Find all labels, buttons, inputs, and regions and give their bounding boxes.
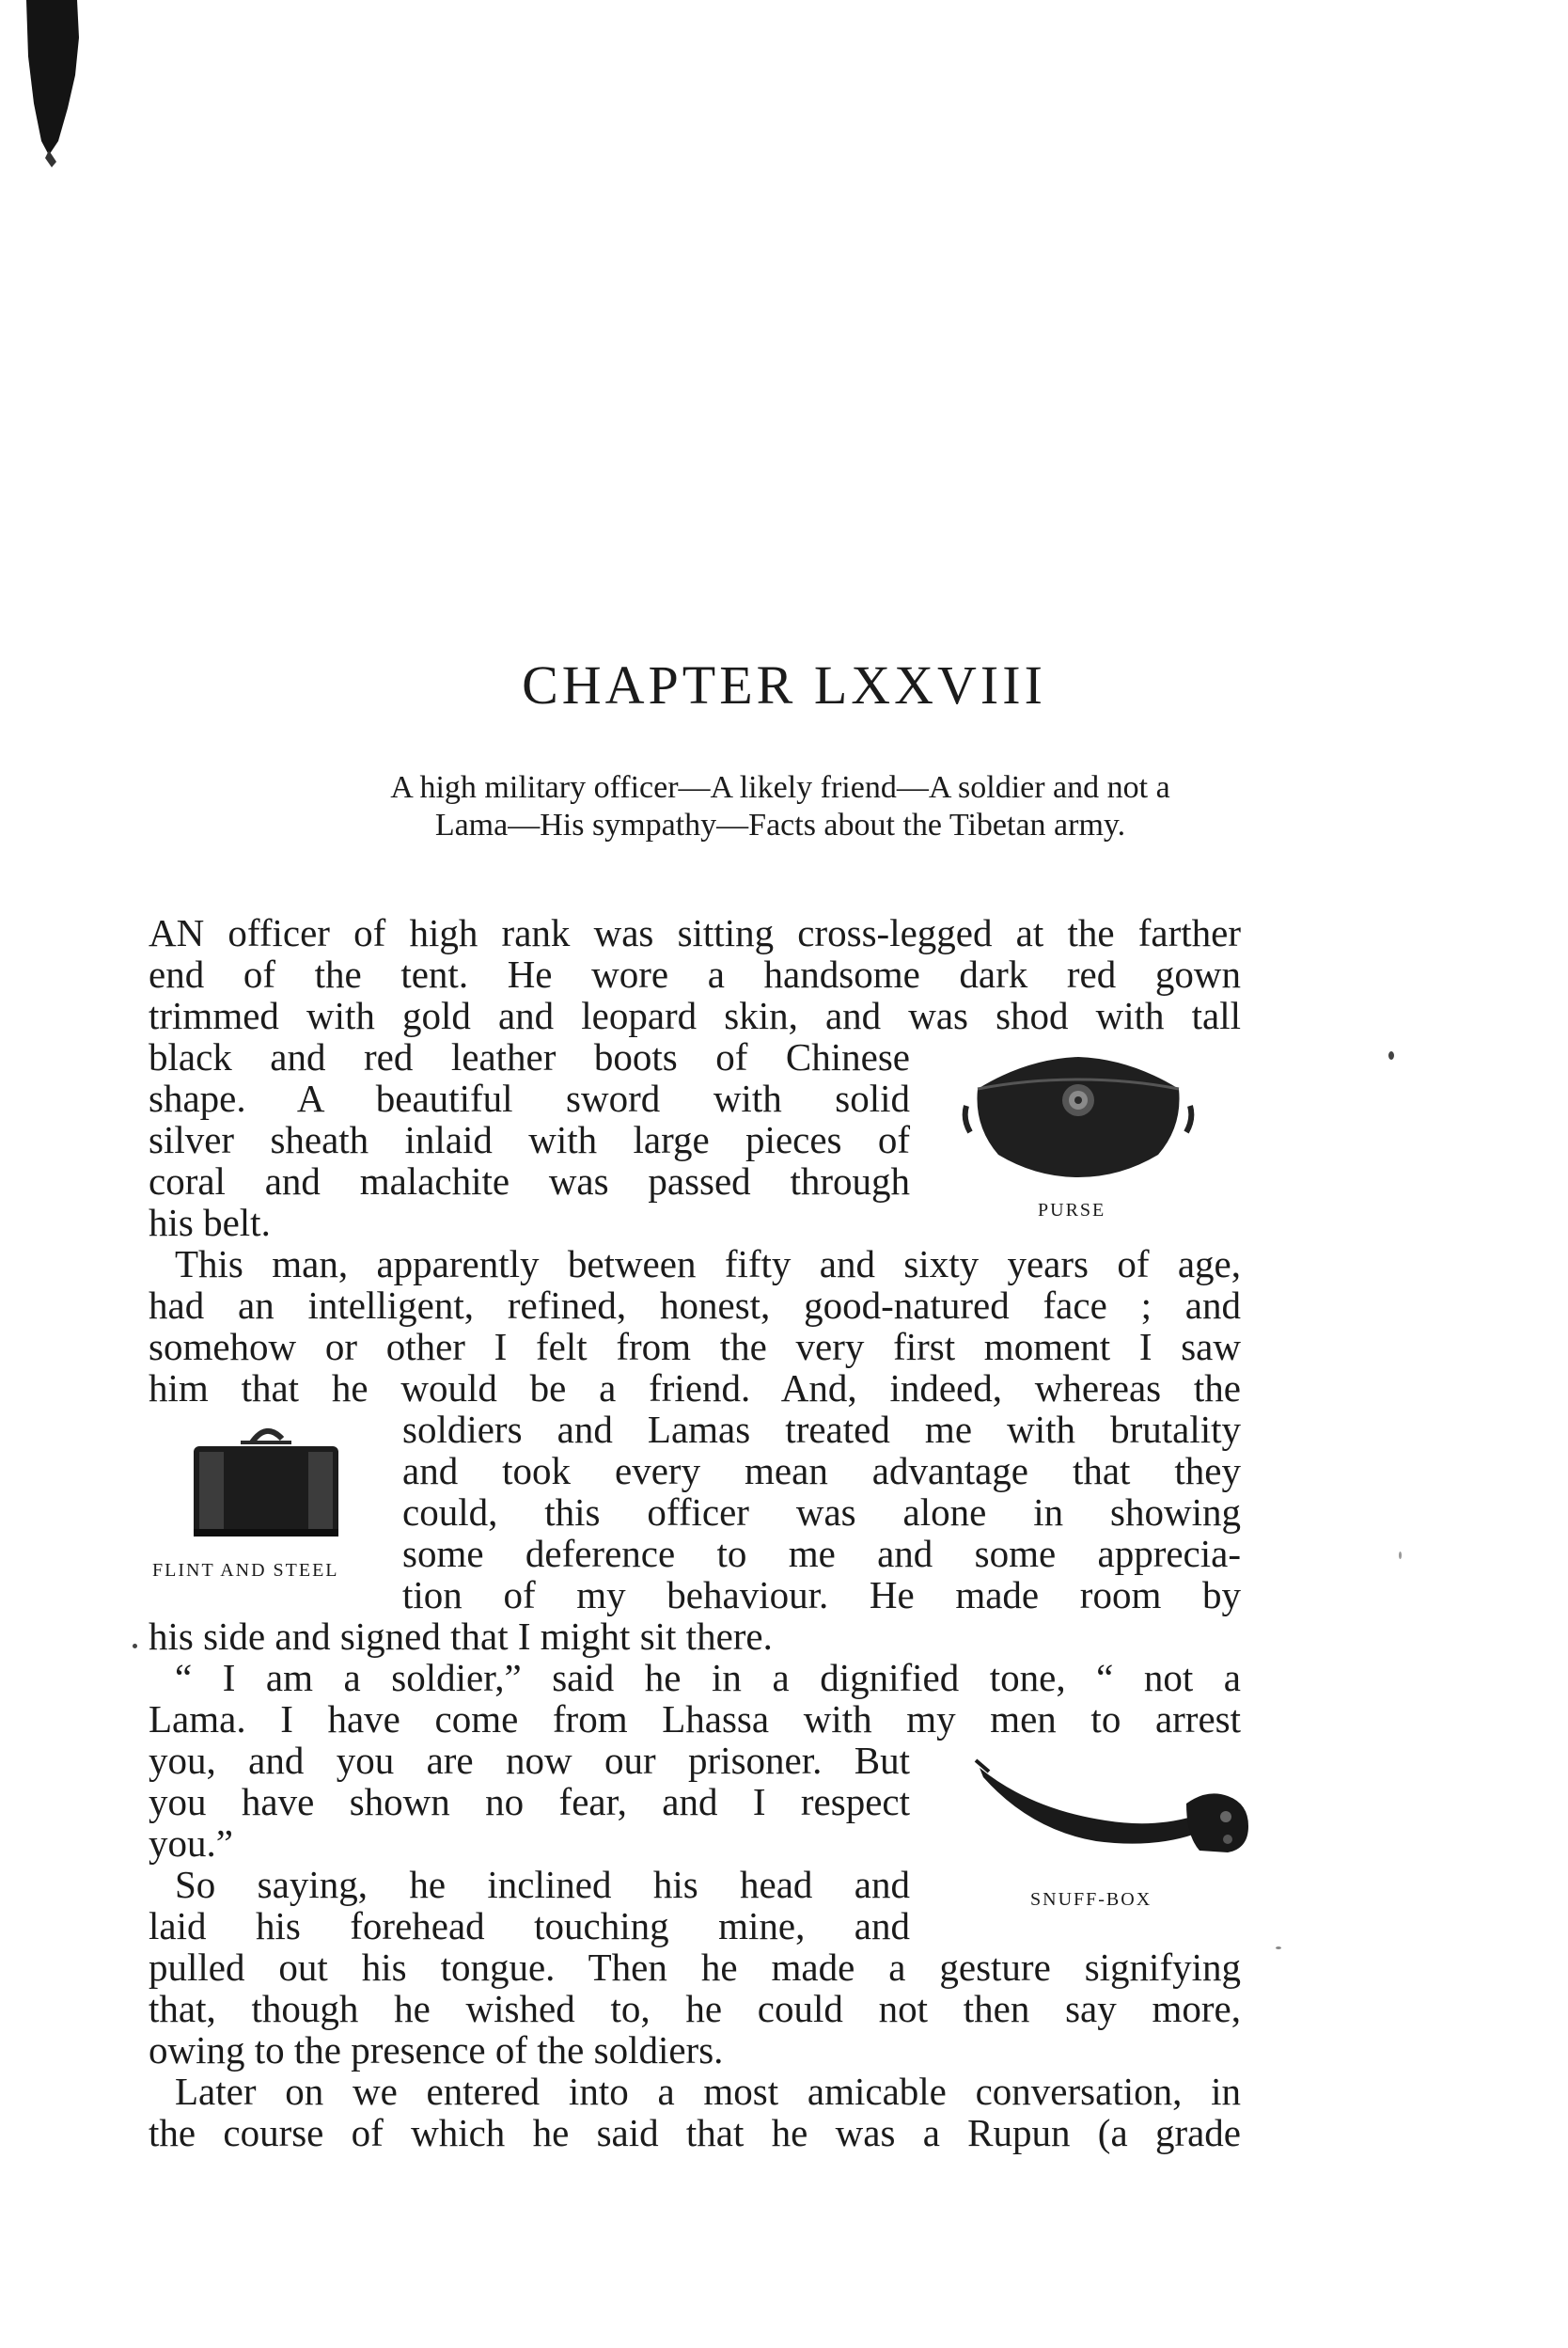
text-line: owing to the presence of the soldiers. [149,2028,724,2072]
text-line: silver sheath inlaid with large pieces of [149,1118,910,1161]
text-line: somehow or other I felt from the very first moment I saw [149,1325,1241,1368]
text-line: him that he would be a friend. And, indeed, whereas the [149,1366,1241,1410]
purse-illustration [961,1051,1196,1183]
text-line: had an intelligent, refined, honest, good-natured face ; and [149,1284,1241,1327]
text-line: Later on we entered into a most amicable conversation, in [175,2070,1241,2113]
text-line: his side and signed that I might sit there. [149,1615,773,1658]
text-line: black and red leather boots of Chinese [149,1035,910,1079]
scan-speck [1276,1946,1281,1949]
text-line: could, this officer was alone in showing [402,1490,1241,1534]
text-line: soldiers and Lamas treated me with brutality [402,1408,1241,1451]
summary-line: Lama—His sympathy—Facts about the Tibetan army. [434,808,1126,843]
text-line: tion of my behaviour. He made room by [402,1573,1241,1616]
text-line: that, though he wished to, he could not then say more, [149,1987,1241,2030]
text-line: pulled out his tongue. Then he made a gesture signifying [149,1946,1241,1989]
text-line: coral and malachite was passed through [149,1159,910,1203]
text-line: Lama. I have come from Lhassa with my men to arrest [149,1697,1241,1741]
text-line: his belt. [149,1201,271,1244]
binding-edge-mark [21,0,96,169]
purse-caption: PURSE [1038,1200,1106,1221]
chapter-summary [150,769,1410,844]
scan-speck [133,1644,137,1648]
text-line: you, and you are now our prisoner. But [149,1739,910,1782]
text-line: This man, apparently between fifty and sixty years of age, [175,1242,1241,1285]
text-line: So saying, he inclined his head and [175,1863,910,1906]
text-line: “ I am a soldier,” said he in a dignified tone, “ not a [175,1656,1241,1699]
summary-line: A high military officer—A likely friend—A soldier and not a [390,770,1170,805]
text-line: shape. A beautiful sword with solid [149,1077,910,1120]
scan-speck [1388,1051,1394,1060]
text-line: you.” [149,1821,233,1865]
text-line: you have shown no fear, and I respect [149,1780,910,1823]
text-line: AN officer of high rank was sitting cross-legged at the farther [149,911,1241,954]
snuff-box-illustration [974,1751,1256,1873]
flint-and-steel-illustration [186,1418,346,1540]
text-line: some deference to me and some apprecia- [402,1532,1241,1575]
text-line: and took every mean advantage that they [402,1449,1241,1492]
scan-speck [1399,1552,1402,1559]
chapter-title: CHAPTER LXXVIII [522,654,1046,716]
text-line: laid his forehead touching mine, and [149,1904,910,1947]
text-line: trimmed with gold and leopard skin, and was shod with tall [149,994,1241,1037]
flint-and-steel-caption: FLINT AND STEEL [152,1560,339,1581]
text-line: end of the tent. He wore a handsome dark red gown [149,953,1241,996]
text-line: the course of which he said that he was a Rupun (a grade [149,2111,1241,2154]
snuff-box-caption: SNUFF-BOX [1030,1889,1152,1910]
